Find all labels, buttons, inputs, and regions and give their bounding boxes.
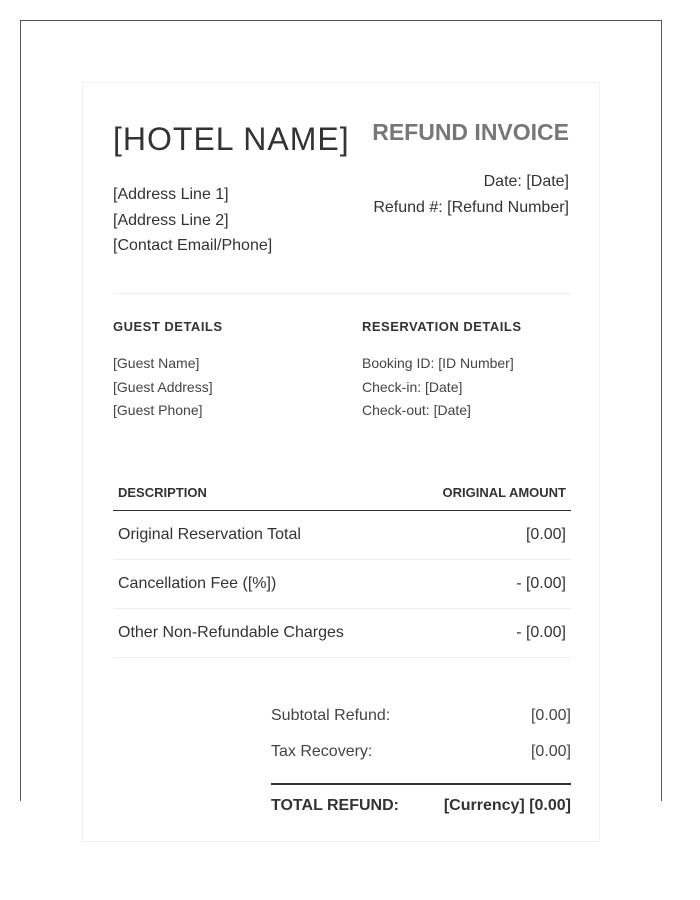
guest-details-heading: GUEST DETAILS: [113, 319, 223, 334]
table-header-row: [113, 475, 571, 511]
tax-label: Tax Recovery:: [271, 743, 373, 760]
booking-id: Booking ID: [ID Number]: [362, 355, 514, 371]
table-row: [113, 560, 571, 609]
reservation-details: [362, 352, 514, 423]
tax-value: [0.00]: [530, 743, 571, 760]
guest-name: [Guest Name]: [113, 355, 200, 371]
check-in: Check-in: [Date]: [362, 378, 463, 395]
table-row: [113, 511, 571, 560]
invoice-date: Date: [Date]: [483, 173, 569, 190]
hotel-address-block: [113, 182, 272, 259]
refund-number: Refund #: [Refund Number]: [373, 199, 569, 216]
tax-row: [271, 739, 571, 775]
guest-details: [113, 352, 213, 423]
item-amount: - [0.00]: [405, 560, 571, 609]
check-out: Check-out: [Date]: [362, 402, 471, 418]
subtotal-label: Subtotal Refund:: [271, 707, 391, 724]
subtotal-value: [0.00]: [530, 707, 571, 724]
item-description: Other Non-Refundable Charges: [113, 609, 405, 658]
reservation-details-heading: RESERVATION DETAILS: [362, 319, 522, 334]
item-description: Cancellation Fee ([%]): [113, 560, 405, 609]
document-title: REFUND INVOICE: [372, 119, 569, 145]
header-divider: [113, 293, 571, 294]
item-description: Original Reservation Total: [113, 511, 405, 560]
item-amount: - [0.00]: [405, 609, 571, 658]
total-value: [Currency] [0.00]: [443, 797, 571, 814]
subtotal-row: [271, 703, 571, 739]
table-row: [113, 609, 571, 658]
document-viewport[interactable]: [20, 20, 662, 814]
totals-block: [271, 703, 571, 819]
column-original-amount: ORIGINAL AMOUNT: [405, 475, 571, 511]
guest-address: [Guest Address]: [113, 378, 213, 395]
item-amount: [0.00]: [405, 511, 571, 560]
address-line-1: [Address Line 1]: [113, 186, 229, 203]
contact-line: [Contact Email/Phone]: [113, 237, 273, 254]
invoice-page: [82, 82, 600, 842]
column-description: DESCRIPTION: [113, 475, 405, 511]
hotel-name: [HOTEL NAME]: [113, 121, 350, 157]
total-label: TOTAL REFUND:: [271, 797, 399, 814]
refund-items-table: [113, 475, 571, 658]
invoice-meta: [373, 169, 569, 221]
total-row: [271, 783, 571, 819]
address-line-2: [Address Line 2]: [113, 211, 229, 229]
guest-phone: [Guest Phone]: [113, 402, 203, 418]
